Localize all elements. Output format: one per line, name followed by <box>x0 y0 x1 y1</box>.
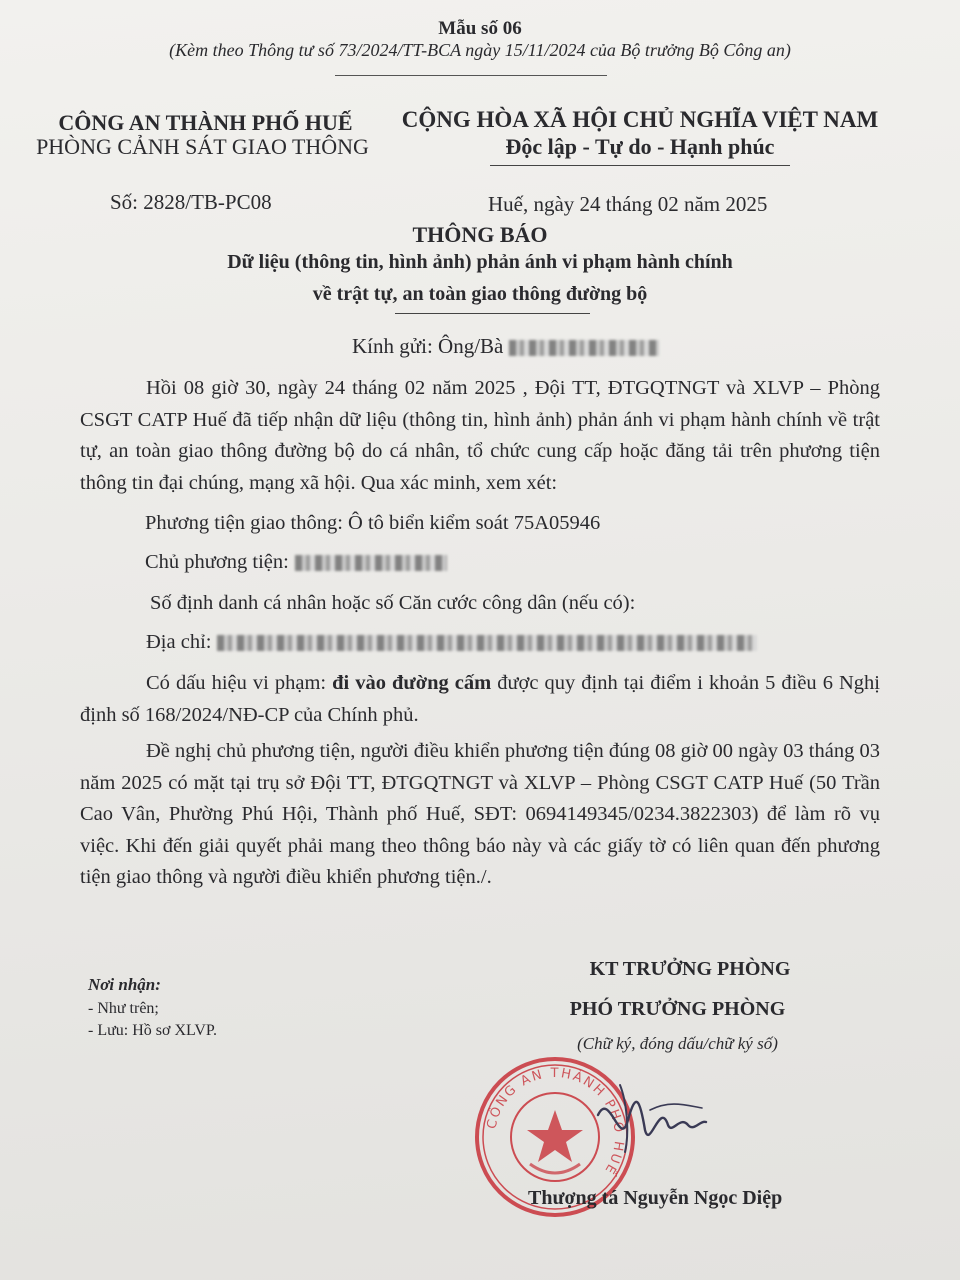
agency-sub: PHÒNG CẢNH SÁT GIAO THÔNG <box>36 134 369 159</box>
intro-text: Hồi 08 giờ 30, ngày 24 tháng 02 năm 2025 , Đội TT, ĐTGQTNGT và XLVP – Phòng CSGT CATP Huế đã tiếp nhận dữ liệu (thông tin, hình ảnh) phản ánh vi phạm hành chính về trật tự, an toàn giao thông đường bộ do cá nhân, tổ chức cung cấp hoặc đăng tải trên phương tiện thông tin đại chúng, mạng xã hội. Qua xác minh, xem xét: <box>80 377 880 494</box>
intro-paragraph <box>80 373 880 499</box>
signer-name: Thượng tá Nguyễn Ngọc Diệp <box>528 1187 783 1209</box>
subject-underline <box>395 313 590 314</box>
violation-prefix: Có dấu hiệu vi phạm: <box>146 672 333 694</box>
violation-paragraph <box>80 668 880 731</box>
owner-line <box>145 551 447 574</box>
redacted-address <box>217 635 757 651</box>
request-paragraph <box>80 736 880 894</box>
place-date: Huế, ngày 24 tháng 02 năm 2025 <box>488 192 768 216</box>
recipients-title: Nơi nhận: <box>88 975 161 994</box>
redacted-name <box>509 340 659 356</box>
form-number: Mẫu số 06 <box>438 18 522 39</box>
recipient-item: - Lưu: Hồ sơ XLVP. <box>88 1022 217 1039</box>
violation-type: đi vào đường cấm <box>332 672 492 694</box>
vehicle-line: Phương tiện giao thông: Ô tô biển kiểm soát 75A05946 <box>145 512 601 534</box>
document-number: Số: 2828/TB-PC08 <box>110 190 272 214</box>
signer-title-1: KT TRƯỞNG PHÒNG <box>589 958 791 980</box>
subject-line-1: Dữ liệu (thông tin, hình ảnh) phản ánh vi phạm hành chính <box>227 251 733 273</box>
address-label: Địa chỉ: <box>146 631 212 653</box>
salutation-text: Kính gửi: Ông/Bà <box>352 334 504 358</box>
seal-text: CÔNG AN THÀNH PHỐ HUẾ <box>484 1065 627 1178</box>
header-divider <box>335 75 607 76</box>
signer-title-2: PHÓ TRƯỞNG PHÒNG <box>569 998 786 1020</box>
owner-label: Chủ phương tiện: <box>145 551 289 573</box>
address-line <box>146 631 757 654</box>
motto-underline <box>490 165 790 166</box>
violation-suffix: được quy định tại điểm i khoản 5 điều 6 Nghị định số 168/2024/NĐ-CP của Chính phủ. <box>80 672 880 726</box>
recipient-item: - Như trên; <box>88 1000 159 1017</box>
redacted-owner <box>295 555 447 571</box>
request-text: Đề nghị chủ phương tiện, người điều khiển phương tiện đúng 08 giờ 00 ngày 03 tháng 03 năm 2025 có mặt tại trụ sở Đội TT, ĐTGQTNGT và XLVP – Phòng CSGT CATP Huế (50 Trần Cao Vân, Phường Phú Hội, Thành phố Huế, SĐT: 0694149345/0234.3822303) để làm rõ vụ việc. Khi đến giải quyết phải mang theo thông báo này và các giấy tờ có liên quan đến phương tiện giao thông và người điều khiển phương tiện./. <box>80 740 880 888</box>
handwritten-signature-icon <box>590 1070 710 1160</box>
national-motto: Độc lập - Tự do - Hạnh phúc <box>505 134 775 159</box>
country-name: CỘNG HÒA XÃ HỘI CHỦ NGHĨA VIỆT NAM <box>401 107 879 132</box>
salutation <box>352 334 659 359</box>
notice-heading: THÔNG BÁO <box>412 222 548 247</box>
signature-note: (Chữ ký, đóng dấu/chữ ký số) <box>577 1034 778 1053</box>
agency-main: CÔNG AN THÀNH PHỐ HUẾ <box>58 110 353 135</box>
id-number-line: Số định danh cá nhân hoặc số Căn cước công dân (nếu có): <box>150 592 636 614</box>
subject-line-2: về trật tự, an toàn giao thông đường bộ <box>312 283 648 305</box>
form-reference: (Kèm theo Thông tư số 73/2024/TT-BCA ngày 15/11/2024 của Bộ trưởng Bộ Công an) <box>169 40 791 60</box>
